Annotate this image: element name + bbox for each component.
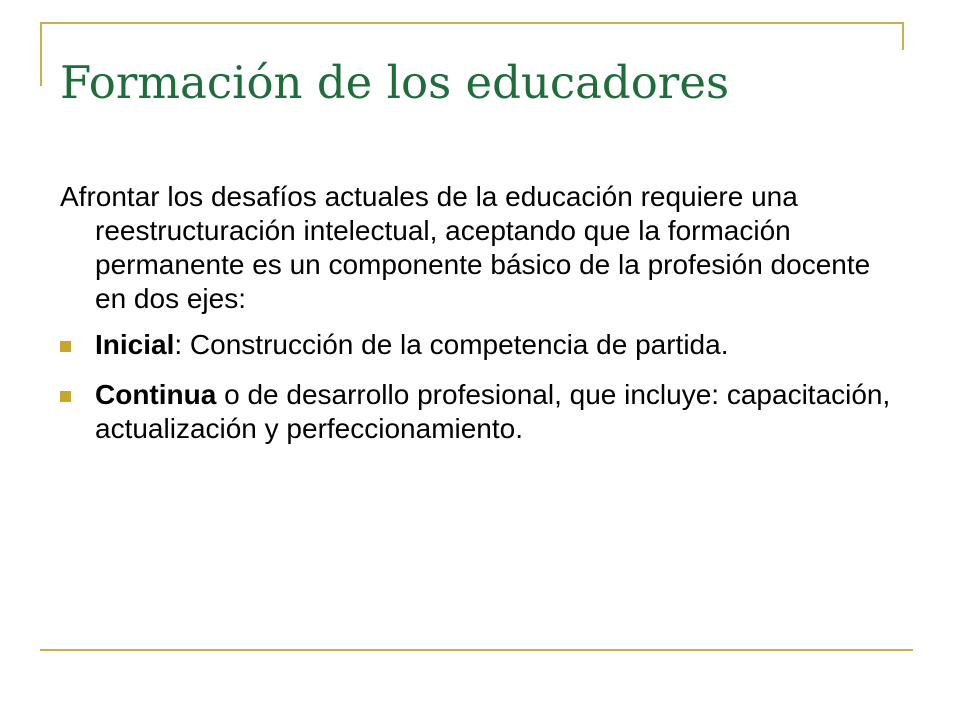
right-border-line	[902, 22, 904, 50]
bullet-text: : Construcción de la competencia de partida.	[174, 329, 729, 360]
square-bullet-icon	[60, 391, 71, 402]
bullet-term: Continua	[95, 379, 217, 410]
left-border-line	[40, 22, 42, 86]
intro-paragraph: Afrontar los desafíos actuales de la educación requiere una reestructuración intelectual, aceptando que la formación permanente es un componente básico de la profesión docente en dos ejes:	[60, 181, 871, 314]
bullet-item-inicial	[60, 328, 900, 362]
square-bullet-icon	[60, 341, 71, 352]
bullet-term: Inicial	[95, 329, 175, 360]
slide-title: Formación de los educadores	[60, 56, 730, 109]
bullet-list	[60, 328, 900, 446]
bullet-text: o de desarrollo profesional, que incluye: capacitación, actualización y perfeccionamiento.	[95, 379, 891, 444]
bottom-border-line	[40, 649, 913, 651]
slide-body	[60, 180, 900, 462]
top-border-line	[40, 22, 904, 24]
bullet-item-continua	[60, 378, 900, 446]
